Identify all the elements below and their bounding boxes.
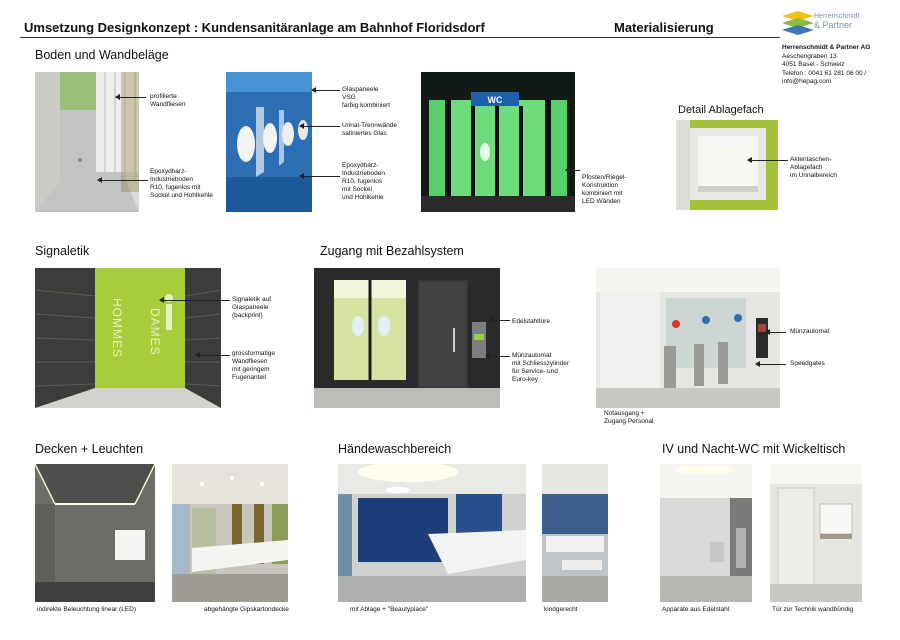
photo-entrance-door	[314, 268, 500, 408]
pointer-arrow	[300, 176, 340, 177]
annotation-line: Notausgang +	[604, 410, 645, 417]
logo-line1: Herrenschmidt	[814, 13, 860, 20]
annotation-large-tiles	[232, 350, 275, 382]
annotation-line: Industrieboden	[150, 176, 194, 183]
section-title-iv: IV und Nacht-WC mit Wickeltisch	[662, 442, 846, 456]
signage-dames: DAMES	[148, 308, 162, 356]
annotation-signage	[232, 296, 271, 320]
annotation-line: R10, fugenlos	[342, 178, 383, 185]
caption-beautyplace: mit Ablage + "Beautyplace"	[350, 606, 429, 613]
annotation-line: mit Sockel	[342, 186, 372, 193]
section-label: Materialisierung	[614, 20, 714, 35]
pointer-arrow	[98, 180, 148, 181]
pointer-arrow	[490, 320, 510, 321]
annotation-glass-panels	[342, 86, 390, 110]
photo-indirect-lighting	[35, 464, 155, 602]
annotation-line: Zugang Personal	[604, 418, 654, 425]
pointer-arrow	[748, 160, 788, 161]
company-name: Herrenschmidt & Partner AG	[782, 44, 871, 51]
annotation-line: Glaspaneele	[232, 304, 269, 311]
caption-stainless-fixtures: Apparate aus Edelstahl	[662, 606, 730, 613]
annotation-speedgates	[790, 360, 825, 368]
header-divider	[20, 37, 780, 38]
annotation-line: grossformatige	[232, 350, 275, 357]
annotation-line: Euro-key	[512, 376, 539, 383]
annotation-line: satiniertes Glas	[342, 130, 387, 137]
signage-hommes: HOMMES	[110, 298, 124, 358]
annotation-line: Sockel und Hohlkehle	[150, 192, 213, 199]
pointer-arrow	[300, 126, 340, 127]
annotation-line: Urinal-Trennwände	[342, 122, 398, 129]
annotation-line: im Urinalbereich	[790, 172, 837, 179]
annotation-line: Aktentaschen-	[790, 156, 832, 163]
section-title-zugang: Zugang mit Bezahlsystem	[320, 244, 464, 258]
section-title-ablage: Detail Ablagefach	[678, 104, 764, 116]
pointer-arrow	[160, 300, 230, 301]
annotation-line: Wandfliesen	[150, 101, 186, 108]
annotation-line: Konstruktion	[582, 182, 619, 189]
company-email: info@hepag.com	[782, 78, 832, 85]
annotation-line: Glaspaneele	[342, 86, 379, 93]
pointer-arrow	[196, 355, 230, 356]
logo-line2: & Partner	[814, 20, 853, 30]
annotation-line: Epoxydharz-	[150, 168, 187, 175]
annotation-line: Münzautomat	[512, 352, 552, 359]
company-phone: Telefon : 0041 61 281 06 00 /	[782, 69, 867, 77]
annotation-line: VSG	[342, 94, 356, 101]
annotation-line: Industrieboden	[342, 170, 386, 177]
annotation-line: mit geringem	[232, 366, 270, 373]
annotation-line: (backprint)	[232, 312, 263, 319]
annotation-coin-machine-door	[512, 352, 569, 384]
photo-wc-pavilion	[421, 72, 575, 212]
photo-flush-door	[770, 464, 862, 602]
annotation-line: Wandfliesen	[232, 358, 268, 365]
company-street: Aeschengraben 13	[782, 52, 837, 60]
annotation-line: R10, fugenlos mit	[150, 184, 201, 191]
annotation-line: farbig kombiniert	[342, 102, 391, 109]
photo-signage-corridor	[35, 268, 221, 408]
annotation-line: mit Schliesszylinder	[512, 360, 570, 367]
photo-suspended-ceiling	[172, 464, 288, 602]
photo-urinals	[226, 72, 312, 212]
section-title-boden: Boden und Wandbeläge	[35, 48, 169, 62]
pointer-arrow	[566, 170, 580, 171]
annotation-line: Speedgates	[790, 360, 825, 367]
photo-washbasin-area	[338, 464, 526, 602]
annotation-wall-tiles	[150, 93, 186, 109]
caption-child-friendly: kindgerecht	[544, 606, 578, 613]
photo-accessible-wc	[660, 464, 752, 602]
caption-indirect-lighting: indirekte Beleuchtung linear (LED)	[37, 606, 136, 613]
photo-child-sink	[542, 464, 608, 602]
annotation-line: Fugenanteil	[232, 374, 266, 381]
section-title-decken: Decken + Leuchten	[35, 442, 144, 456]
caption-suspended-ceiling: abgehängte Gipskartondecke	[204, 606, 289, 613]
annotation-line: für Service- und	[512, 368, 558, 375]
annotation-line: Ablagefach	[790, 164, 823, 171]
wc-sign-text: WC	[487, 95, 503, 105]
annotation-briefcase-shelf	[790, 156, 837, 180]
pointer-arrow	[756, 364, 786, 365]
annotation-line: profilierte	[150, 93, 177, 100]
annotation-post-beam	[582, 174, 626, 206]
pointer-arrow	[116, 97, 146, 98]
annotation-floor	[150, 168, 213, 200]
annotation-line: Signaletik auf	[232, 296, 272, 303]
logo-wordmark	[814, 12, 860, 30]
annotation-urinal-partitions	[342, 122, 397, 138]
pointer-arrow	[486, 356, 510, 357]
pointer-arrow	[766, 332, 786, 333]
annotation-steel-door	[512, 318, 550, 326]
company-city: 4051 Basel - Schweiz	[782, 61, 845, 68]
photo-speedgates	[596, 268, 780, 408]
caption-flush-door: Tür zur Technik wandbündig	[772, 606, 854, 613]
pointer-arrow	[312, 90, 340, 91]
page-title: Umsetzung Designkonzept : Kundensanitäranlage am Bahnhof Floridsdorf	[24, 20, 485, 35]
annotation-line: LED Wänden	[582, 198, 621, 205]
annotation-floor-urinal	[342, 162, 385, 202]
annotation-line: Edelstahltüre	[512, 318, 550, 325]
photo-shelf-niche	[676, 120, 778, 210]
annotation-emergency-exit	[604, 410, 654, 426]
annotation-line: kombiniert mit	[582, 190, 623, 197]
annotation-line: Epoxydharz-	[342, 162, 379, 169]
section-title-signaletik: Signaletik	[35, 244, 90, 258]
annotation-coin-machine	[790, 328, 829, 336]
annotation-line: Münzautomat	[790, 328, 830, 335]
annotation-line: Pfosten/Riegel-	[582, 174, 627, 181]
section-title-haende: Händewaschbereich	[338, 442, 452, 456]
annotation-line: und Hohlkehle	[342, 194, 384, 201]
photo-corridor-tiles	[35, 72, 139, 212]
company-address	[782, 44, 870, 87]
